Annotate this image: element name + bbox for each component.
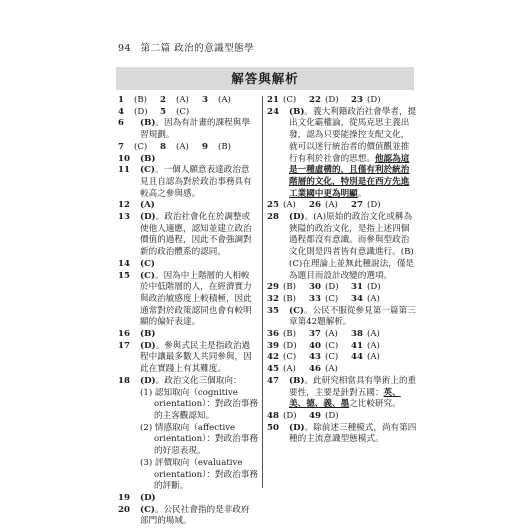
answer-13 [118,212,258,259]
answer-19 [118,493,258,505]
answer-row-32-34 [267,294,417,306]
answer-choice: (C) [140,258,155,269]
answer-number: 44 [351,352,363,363]
answer-number: 26 [309,200,321,211]
answer-number: 43 [309,352,321,363]
answer-choice: (A) [283,200,296,211]
answer-choice: (D) [140,375,156,386]
answer-explanation: 。除前述三種模式，尚有第四種的主流意識型態模式。 [289,422,417,445]
answer-choice: (C) [325,293,339,304]
answer-28 [267,212,417,282]
answer-number: 49 [309,410,321,421]
page-number: 94 [118,43,132,54]
answer-number: 12 [118,200,130,211]
answer-14 [118,259,258,271]
answer-choice: (C) [140,504,155,515]
answer-choice: (B) [283,282,297,293]
answer-choice: (C) [134,141,148,152]
answer-number: 15 [118,270,130,281]
answer-number: 40 [309,340,321,351]
answer-50 [267,423,417,446]
answer-explanation: 。因為有計畫的課程與學習規劃。 [140,118,250,141]
answer-number: 10 [118,153,130,164]
answer-number: 13 [118,212,130,223]
answer-number: 11 [118,165,130,176]
answer-row-25-27 [267,200,417,212]
answer-choice: (D) [283,340,297,351]
answer-choice: (A) [176,141,189,152]
answer-emphasis: 他認為這是一種虛構的，且僅有利於統治階層的文化，特別是在西方先進工業國中更為明顯 [289,153,410,199]
answer-choice: (A) [218,95,231,105]
answer-number: 45 [267,364,279,375]
answer-choice: (B) [218,141,232,152]
answer-choice: (D) [325,410,339,421]
answers-left-column [118,95,258,528]
answer-number: 1 [118,95,124,105]
answer-choice: (B) [283,293,297,304]
chapter-title: 政治的意識型態學 [174,43,255,54]
answer-row-36-38 [267,329,417,341]
answer-number: 16 [118,329,130,340]
answer-row-45-46 [267,364,417,376]
answer-choice: (A) [367,340,380,351]
answer-emphasis: 英、美、德、義、墨 [289,387,401,410]
answer-17 [118,341,258,376]
answer-choice: (D) [325,282,339,293]
answer-number: 37 [309,329,321,340]
answer-explanation: 。此研究相當具有學術上的重要性，主要是針對五國： [289,375,417,398]
answer-number: 38 [351,329,363,340]
answer-choice: (C) [140,270,155,281]
answer-choice: (D) [367,200,381,211]
answer-number: 48 [267,410,279,421]
answer-number: 7 [118,141,124,152]
answer-number: 30 [309,282,321,293]
answer-choice: (D) [283,410,297,421]
answer-row-1-3 [118,95,258,107]
answer-row-4-5 [118,107,258,119]
answer-choice: (C) [283,95,297,105]
answer-choice: (D) [325,95,339,105]
answer-number: 27 [351,200,363,211]
orientation-item: (1) 認知取向（cognitive orientation）：對政治事務的主客觀認知。 [140,387,258,421]
answer-number: 4 [118,106,124,117]
answer-explanation-end: 之比較研究。 [349,399,401,410]
answer-choice: (C) [289,305,304,316]
answer-choice: (A) [367,293,380,304]
answer-20 [118,505,258,528]
answer-choice: (C) [140,165,155,176]
answer-choice: (C) [176,106,190,117]
answer-choice: (D) [367,95,381,105]
orientation-item: (2) 情感取向（affective orientation）：對政治事務的好惡表現。 [140,422,258,457]
answer-choice: (A) [367,329,380,340]
answer-number: 8 [160,141,166,152]
answer-choice: (A) [367,352,380,363]
answer-explanation: 。因為中上階層的人相較於中低階層的人，在經濟實力與政治敏感度上較積極，因此通常對於政策認同也會有較明顯的偏好表達。 [140,270,252,328]
answer-row-29-31 [267,282,417,294]
answer-choice: (B) [289,106,305,117]
answer-number: 14 [118,258,130,269]
page-header [118,40,254,54]
answer-choice: (A) [283,364,296,375]
answer-number: 35 [267,305,279,316]
answer-choice: (A) [325,329,338,340]
column-divider [262,96,263,488]
answers-right-column [267,95,417,446]
answer-explanation: 。義大利籍政治社會學者，提出文化霸權論，從馬克思主義出發，認為只要能操控支配文化，就可以迷行統治者的價值觀並推行有利於社會的思想。 [289,106,417,164]
answer-number: 32 [267,293,279,304]
answer-12 [118,200,258,212]
answer-explanation: 。公民不服從參見第一篇第三章第42題解析。 [289,305,416,328]
answer-choice: (C) [325,340,339,351]
answer-18 [118,376,258,493]
answer-15 [118,271,258,330]
answer-choice: (C) [325,352,339,363]
answer-choice: (B) [283,329,297,340]
answer-number: 39 [267,340,279,351]
answer-number: 36 [267,329,279,340]
answer-choice: (B) [134,95,148,105]
answer-number: 20 [118,504,130,515]
answer-number: 18 [118,375,130,386]
answer-explanation: 。政治社會化在於調整或使他人適應，認知並建立政治價值的過程，因此不會強調對新的政治體系的認同。 [140,212,252,258]
answer-number: 6 [118,118,124,129]
answer-number: 29 [267,282,279,293]
answer-choice: (B) [140,329,156,340]
answer-explanation: 。參與式民主是指政治過程中讓最多數人共同參與，因此在實踐上有其難度。 [140,340,252,375]
answer-number: 21 [267,95,279,105]
answer-number: 5 [160,106,166,117]
answer-choice: (D) [140,492,156,503]
chapter-label: 第二篇 [140,43,171,54]
answer-number: 33 [309,293,321,304]
answer-choice: (D) [140,212,156,223]
answer-10 [118,154,258,166]
answer-number: 19 [118,492,130,503]
section-banner: 解答與解析 [116,67,414,90]
answer-choice: (C) [283,352,297,363]
answer-number: 50 [267,422,279,433]
answer-number: 9 [202,141,208,152]
answer-number: 2 [160,95,166,105]
answer-choice: (B) [140,118,156,129]
answer-number: 41 [351,340,363,351]
answer-row-48-49 [267,411,417,423]
answer-choice: (B) [140,153,156,164]
answer-number: 28 [267,212,279,223]
answer-explanation: 。公民社會指的是非政府部門的場域。 [140,504,250,527]
answer-number: 23 [351,95,363,105]
answer-choice: (D) [289,212,305,223]
answer-explanation: 。政治文化三個取向： [155,375,242,386]
orientation-item: (3) 評價取向（evaluative orientation）：對政治事務的評斷。 [140,457,258,492]
answer-24 [267,107,417,201]
answer-explanation: 。(A)原始的政治文化或稱為狹隘的政治文化，是指上述四個過程都沒有意識。而參與型政治文化則是四者皆有意識進行。(B)(C)在理論上並無此種說法，僅是為題目而設計改變的選項。 [289,212,415,281]
answer-choice: (D) [289,422,305,433]
answer-choice: (D) [134,106,148,117]
answer-row-7-9 [118,142,258,154]
answer-number: 17 [118,340,130,351]
answer-number: 25 [267,200,279,211]
answer-explanation-end: 。 [357,188,367,199]
answer-choice: (A) [176,95,189,105]
answer-number: 46 [309,364,321,375]
answer-choice: (D) [367,282,381,293]
answer-row-42-44 [267,352,417,364]
answer-number: 34 [351,293,363,304]
answer-number: 22 [309,95,321,105]
answer-choice: (A) [140,200,155,211]
answer-choice: (A) [325,200,338,211]
answer-number: 47 [267,375,279,386]
answer-row-21-23 [267,95,417,107]
answer-row-39-41 [267,341,417,353]
answer-number: 3 [202,95,208,105]
answer-6 [118,118,258,141]
answer-35 [267,306,417,329]
answer-choice: (B) [289,375,305,386]
answer-number: 31 [351,282,363,293]
answer-choice: (D) [140,340,156,351]
answer-choice: (A) [325,364,338,375]
answer-16 [118,329,258,341]
answer-explanation: 。一個人願意表達政治意見且自認為對於政治事務具有較高之參與感。 [140,165,252,199]
answer-11 [118,165,258,200]
answer-number: 24 [267,106,279,117]
answer-47 [267,376,417,411]
answer-number: 42 [267,352,279,363]
